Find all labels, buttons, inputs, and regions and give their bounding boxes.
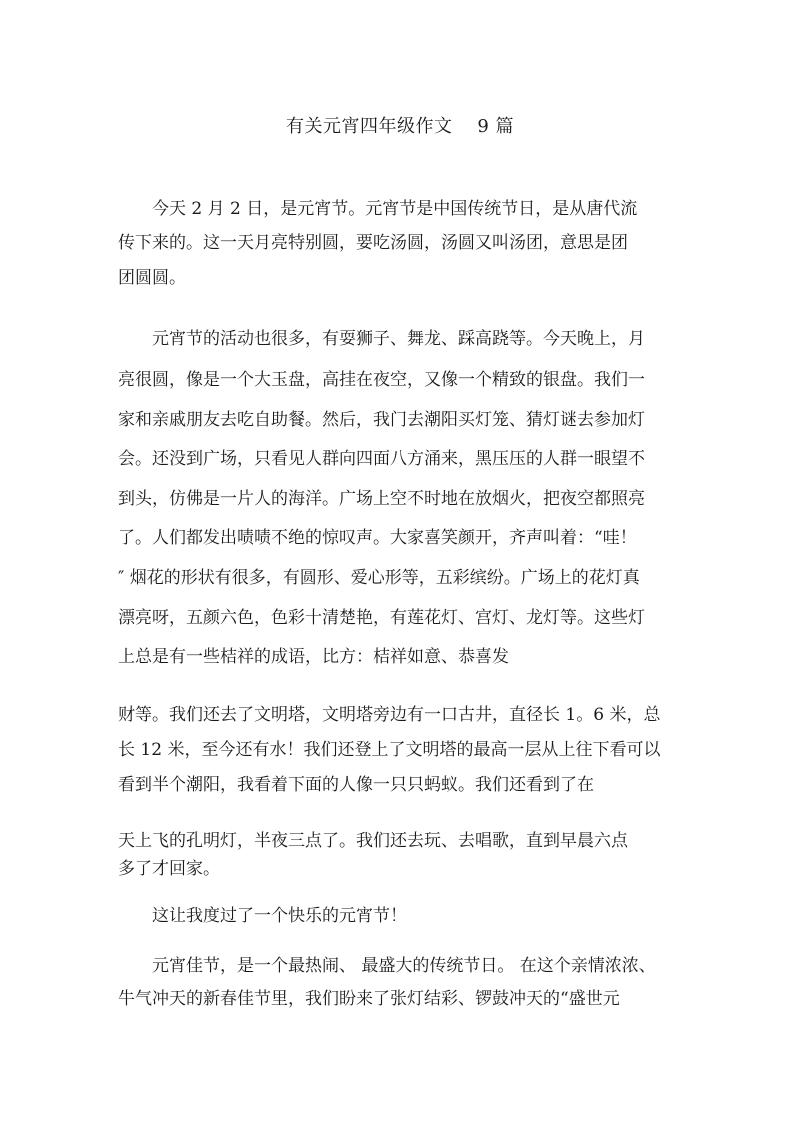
text-line: ″ 烟花的形状有很多，有圆形、爱心形等，五彩缤纷。广场上的花灯真	[118, 568, 640, 588]
text-line: 亮很圆，像是一个大玉盘，高挂在夜空，又像一个精致的银盘。我们一	[118, 370, 645, 390]
text-line: 到头，仿佛是一片人的海洋。广场上空不时地在放烟火，把夜空都照亮	[118, 489, 645, 509]
text-line: 团圆圆。	[118, 268, 186, 288]
text-line: 会。还没到广场，只看见人群向四面八方涌来，黑压压的人群一眼望不	[118, 449, 645, 469]
text-line: 多了才回家。	[118, 859, 220, 879]
text-line: 家和亲戚朋友去吃自助餐。然后，我门去潮阳买灯笼、猜灯谜去参加灯	[118, 410, 645, 430]
text-line: 元宵佳节，是一个最热闹、 最盛大的传统节日。 在这个亲情浓浓、	[152, 956, 656, 976]
text-line: 长 12 米，至今还有水！我们还登上了文明塔的最高一层从上往下看可以	[118, 740, 661, 760]
text-line: 元宵节的活动也很多，有耍狮子、舞龙、踩高跷等。今天晚上，月	[152, 329, 645, 349]
text-line: 财等。我们还去了文明塔，文明塔旁边有一口古井，直径长 1。6 米，总	[118, 705, 661, 725]
text-line: 了。人们都发出啧啧不绝的惊叹声。大家喜笑颜开，齐声叫着：“哇！	[118, 528, 637, 548]
text-line: 牛气冲天的新春佳节里，我们盼来了张灯结彩、锣鼓冲天的“盛世元	[118, 989, 620, 1009]
document-title: 有关元宵四年级作文 9 篇	[285, 116, 515, 137]
text-line: 传下来的。这一天月亮特别圆，要吃汤圆，汤圆又叫汤团，意思是团	[118, 233, 628, 253]
text-line: 天上飞的孔明灯，半夜三点了。我们还去玩、去唱歌，直到早晨六点	[118, 831, 628, 851]
text-line: 这让我度过了一个快乐的元宵节！	[152, 906, 407, 926]
text-line: 看到半个潮阳，我看着下面的人像一只只蚂蚁。我们还看到了在	[118, 775, 594, 795]
text-line: 漂亮呀，五颜六色，色彩十清楚艳，有莲花灯、宫灯、龙灯等。这些灯	[118, 608, 645, 628]
text-line: 今天 2 月 2 日，是元宵节。元宵节是中国传统节日，是从唐代流	[152, 199, 638, 219]
text-line: 上总是有一些桔祥的成语，比方：桔祥如意、恭喜发	[118, 647, 509, 667]
